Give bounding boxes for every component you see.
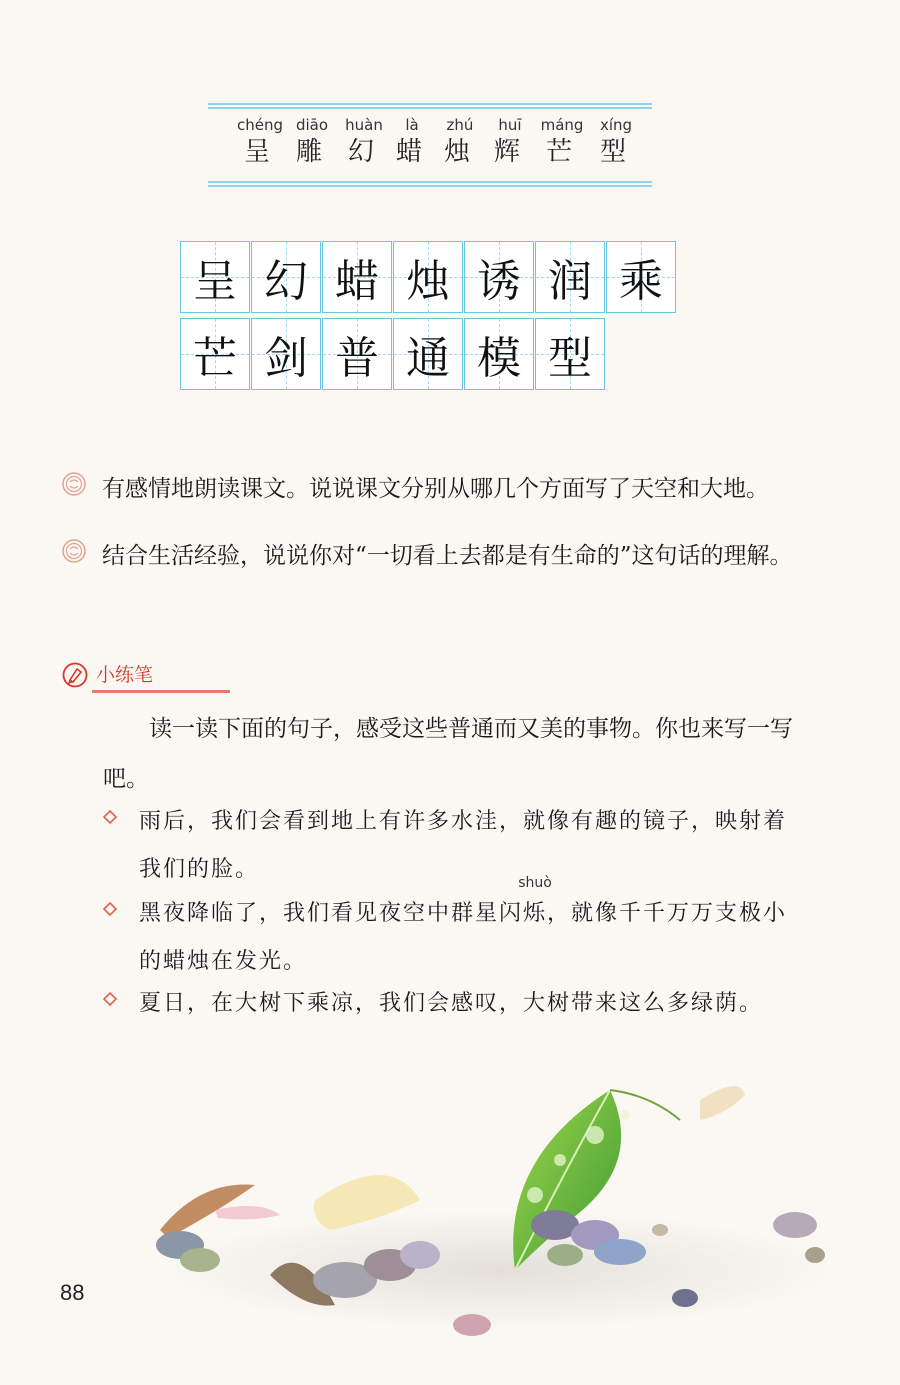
grid-cell [322,318,392,390]
pinyin: huàn [345,116,383,134]
ruby-base: 烁 [523,901,548,926]
hanzi: 呈 [243,137,276,167]
pinyin: xíng [599,116,633,134]
grid-cell [251,241,321,313]
hanzi: 烛 [443,137,476,167]
practice-intro: 读一读下面的句子，感受这些普通而又美的事物。你也来写一写吧。 [103,716,793,792]
strip-line [208,185,652,187]
vocab-word [480,115,540,169]
grid-cell [393,241,463,313]
hanzi: 型 [599,137,632,167]
strip-line [208,103,652,105]
vocab-word [586,115,646,169]
practice-label: 小练笔 [96,664,154,686]
grid-cell [180,241,250,313]
practice-sentence: 夏日，在大树下乘凉，我们会感叹，大树带来这么多绿荫。 [139,991,764,1016]
grid-cell [393,318,463,390]
grid-character: 芒 [193,333,237,384]
page-number: 88 [60,1280,85,1305]
question-text: 结合生活经验，说说你对“一切看上去都是有生命的”这句话的理解。 [102,543,793,569]
question-badge-icon [62,539,86,563]
practice-heading [62,660,172,692]
diamond-bullet-icon [103,992,117,1006]
grid-character: 诱 [477,256,521,307]
grid-cell [464,241,534,313]
ruby-pinyin: shuò [518,875,552,891]
grid-character: 蜡 [335,256,379,307]
grid-character: 烛 [406,256,450,307]
grid-character: 型 [548,333,592,384]
grid-character: 模 [477,333,521,384]
grid-character: 乘 [619,256,663,307]
sentence-part: ，就像千千万万支极小的蜡烛在发光。 [139,901,788,974]
grid-cell [535,241,605,313]
strip-line [208,107,652,109]
ruby-character [518,875,552,938]
hanzi: 幻 [347,137,380,167]
grid-cell [606,241,676,313]
practice-sentence [139,875,803,986]
grid-cell [535,318,605,390]
hanzi: 雕 [295,137,328,167]
vocab-word [230,115,290,169]
hanzi: 芒 [545,137,578,167]
diamond-bullet-icon [103,902,117,916]
vocab-word [282,115,342,169]
leaf-feathers-pebbles-illustration [140,1070,860,1350]
pen-nib-icon [62,662,88,688]
grid-character: 剑 [264,333,308,384]
pinyin: máng [540,116,584,134]
pinyin: zhú [446,116,474,134]
question-badge-icon [62,472,86,496]
pinyin: chéng [236,116,283,134]
vocabulary-strip [208,103,652,187]
strip-line [208,181,652,183]
grid-character: 润 [548,256,592,307]
sentence-part: 黑夜降临了，我们看见夜空中群星闪 [139,901,524,926]
grid-character: 幻 [264,256,308,307]
practice-underline [92,690,230,693]
hanzi: 辉 [493,137,526,167]
question-text: 有感情地朗读课文。说说课文分别从哪几个方面写了天空和大地。 [102,476,769,502]
grid-cell [251,318,321,390]
grid-character: 呈 [193,256,237,307]
pinyin: diāo [295,116,329,134]
grid-cell [180,318,250,390]
grid-cell [322,241,392,313]
grid-character: 通 [406,333,450,384]
practice-sentence: 雨后，我们会看到地上有许多水洼，就像有趣的镜子，映射着我们的脸。 [139,809,788,882]
grid-character: 普 [335,333,379,384]
grid-cell [464,318,534,390]
hanzi: 蜡 [395,137,428,167]
vocab-word [532,115,592,169]
diamond-bullet-icon [103,810,117,824]
pinyin: là [405,116,419,134]
pinyin: huī [498,116,522,134]
vocabulary-words [230,115,640,175]
